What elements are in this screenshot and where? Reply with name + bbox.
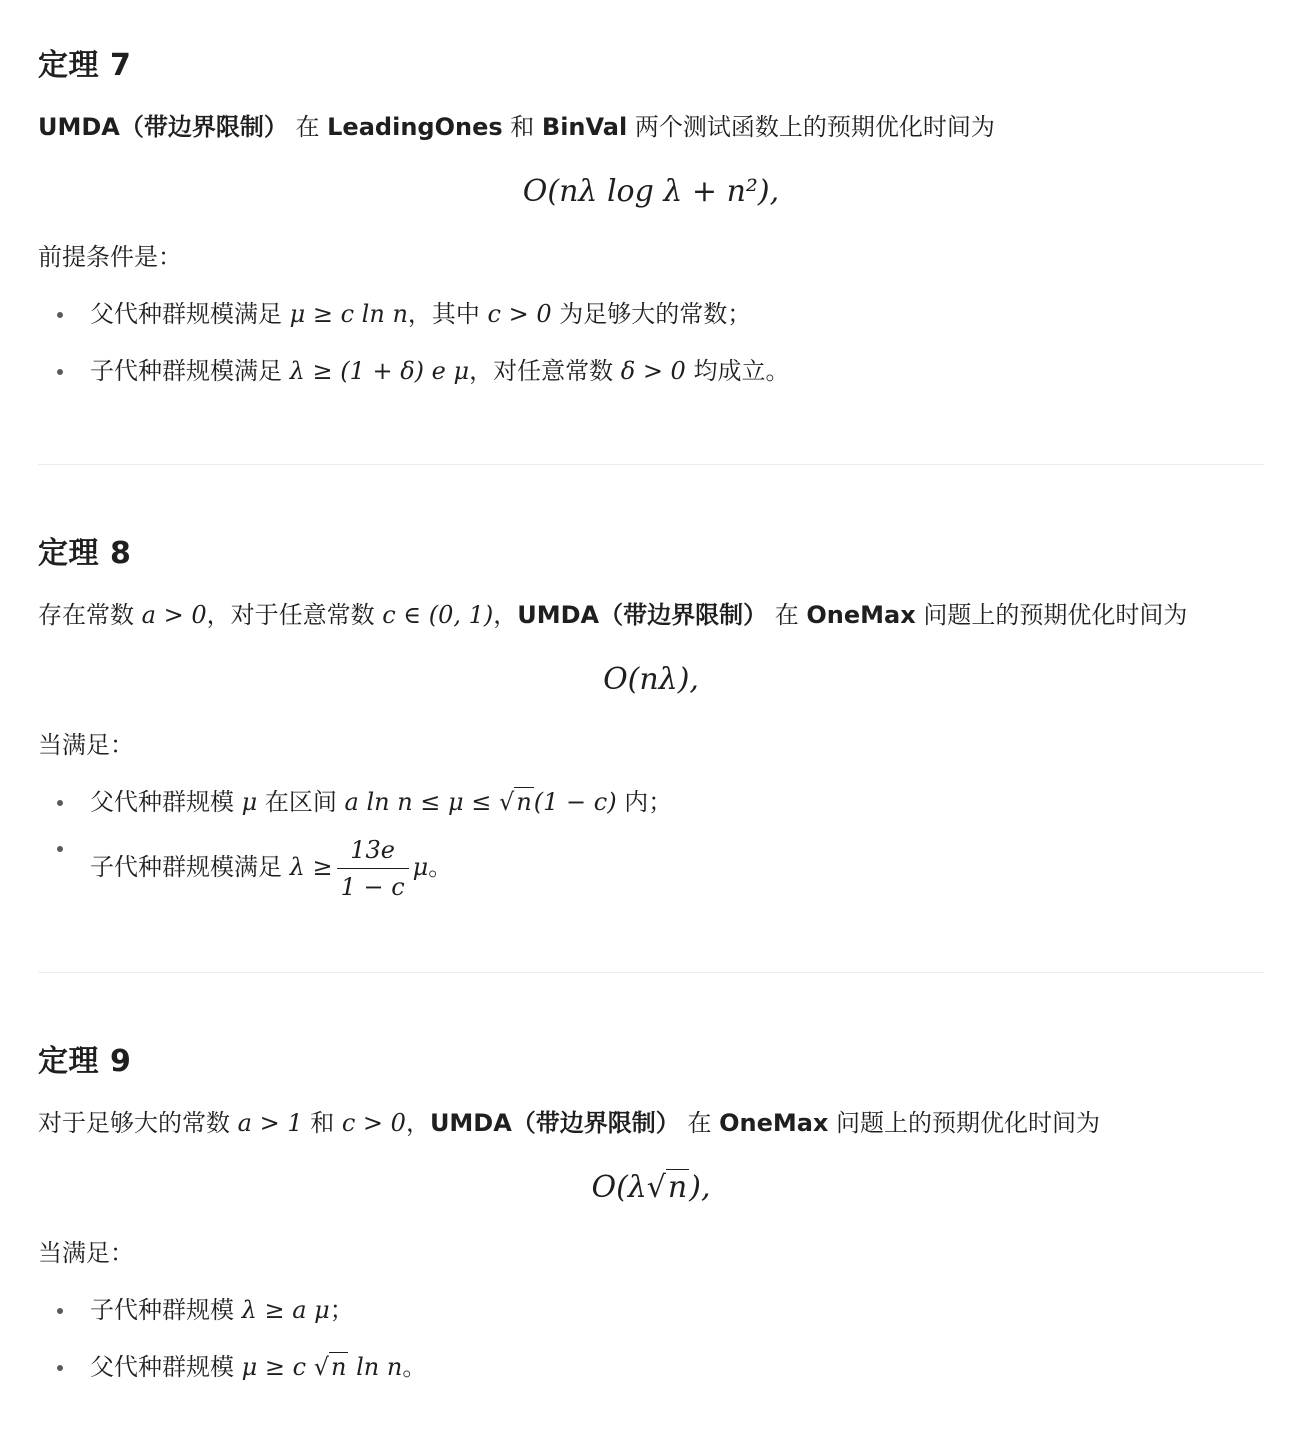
list-item: 子代种群规模满足 λ ≥ $\frac{13e}{1 - c}$ μ。 — [38, 831, 1264, 905]
leadingones-term: LeadingOnes — [327, 113, 503, 141]
umda-term: UMDA（带边界限制） — [517, 601, 768, 629]
sqrt: √n — [499, 788, 532, 816]
theorem-9-intro: 对于足够大的常数 a > 1 和 c > 0，UMDA（带边界限制） 在 OneMax 问题上的预期优化时间为 — [38, 1109, 1101, 1137]
onemax-term: OneMax — [719, 1109, 829, 1137]
sqrt: √n — [646, 1170, 688, 1205]
fraction: $\frac{13e}{1 - c}$ — [337, 832, 409, 905]
list-item: 子代种群规模满足 λ ≥ (1 + δ) e μ，对任意常数 δ > 0 均成立。 — [38, 354, 1264, 388]
divider — [38, 972, 1264, 973]
theorem-9-formula: O(λ√n), — [38, 1164, 1264, 1212]
theorem-8 — [38, 534, 1264, 905]
theorem-9-title: 定理 9 — [38, 1044, 132, 1079]
theorem-7 — [38, 46, 1264, 388]
binval-term: BinVal — [541, 113, 628, 141]
list-item: 父代种群规模满足 μ ≥ c ln n，其中 c > 0 为足够大的常数； — [38, 297, 1264, 331]
list-item: 父代种群规模 μ 在区间 a ln n ≤ μ ≤ √n(1 − c) 内； — [38, 785, 1264, 819]
theorem-9-conditions — [38, 1293, 1264, 1384]
theorem-8-intro: 存在常数 a > 0，对于任意常数 c ∈ (0, 1)，UMDA（带边界限制） 在 OneMax 问题上的预期优化时间为 — [38, 601, 1188, 629]
list-item: 子代种群规模 λ ≥ a μ； — [38, 1293, 1264, 1327]
theorem-9-condition-label: 当满足： — [38, 1239, 134, 1267]
theorem-8-formula: O(nλ), — [603, 662, 699, 697]
umda-term: UMDA（带边界限制） — [429, 1109, 680, 1137]
theorem-8-title: 定理 8 — [38, 536, 132, 571]
theorem-7-title: 定理 7 — [38, 48, 132, 83]
theorem-7-condition-label: 前提条件是： — [38, 243, 182, 271]
theorem-7-conditions — [38, 297, 1264, 388]
theorem-8-conditions — [38, 785, 1264, 905]
onemax-term: OneMax — [806, 601, 916, 629]
theorem-7-formula: O(nλ log λ + n²), — [522, 174, 780, 209]
theorem-8-condition-label: 当满足： — [38, 731, 134, 759]
theorem-9 — [38, 1042, 1264, 1384]
divider — [38, 464, 1264, 465]
theorem-7-intro: UMDA（带边界限制） 在 LeadingOnes 和 BinVal 两个测试函数上的预期优化时间为 — [38, 113, 995, 141]
sqrt: √n — [313, 1353, 347, 1381]
umda-term: UMDA（带边界限制） — [38, 113, 288, 141]
list-item: 父代种群规模 μ ≥ c √n ln n。 — [38, 1350, 1264, 1384]
